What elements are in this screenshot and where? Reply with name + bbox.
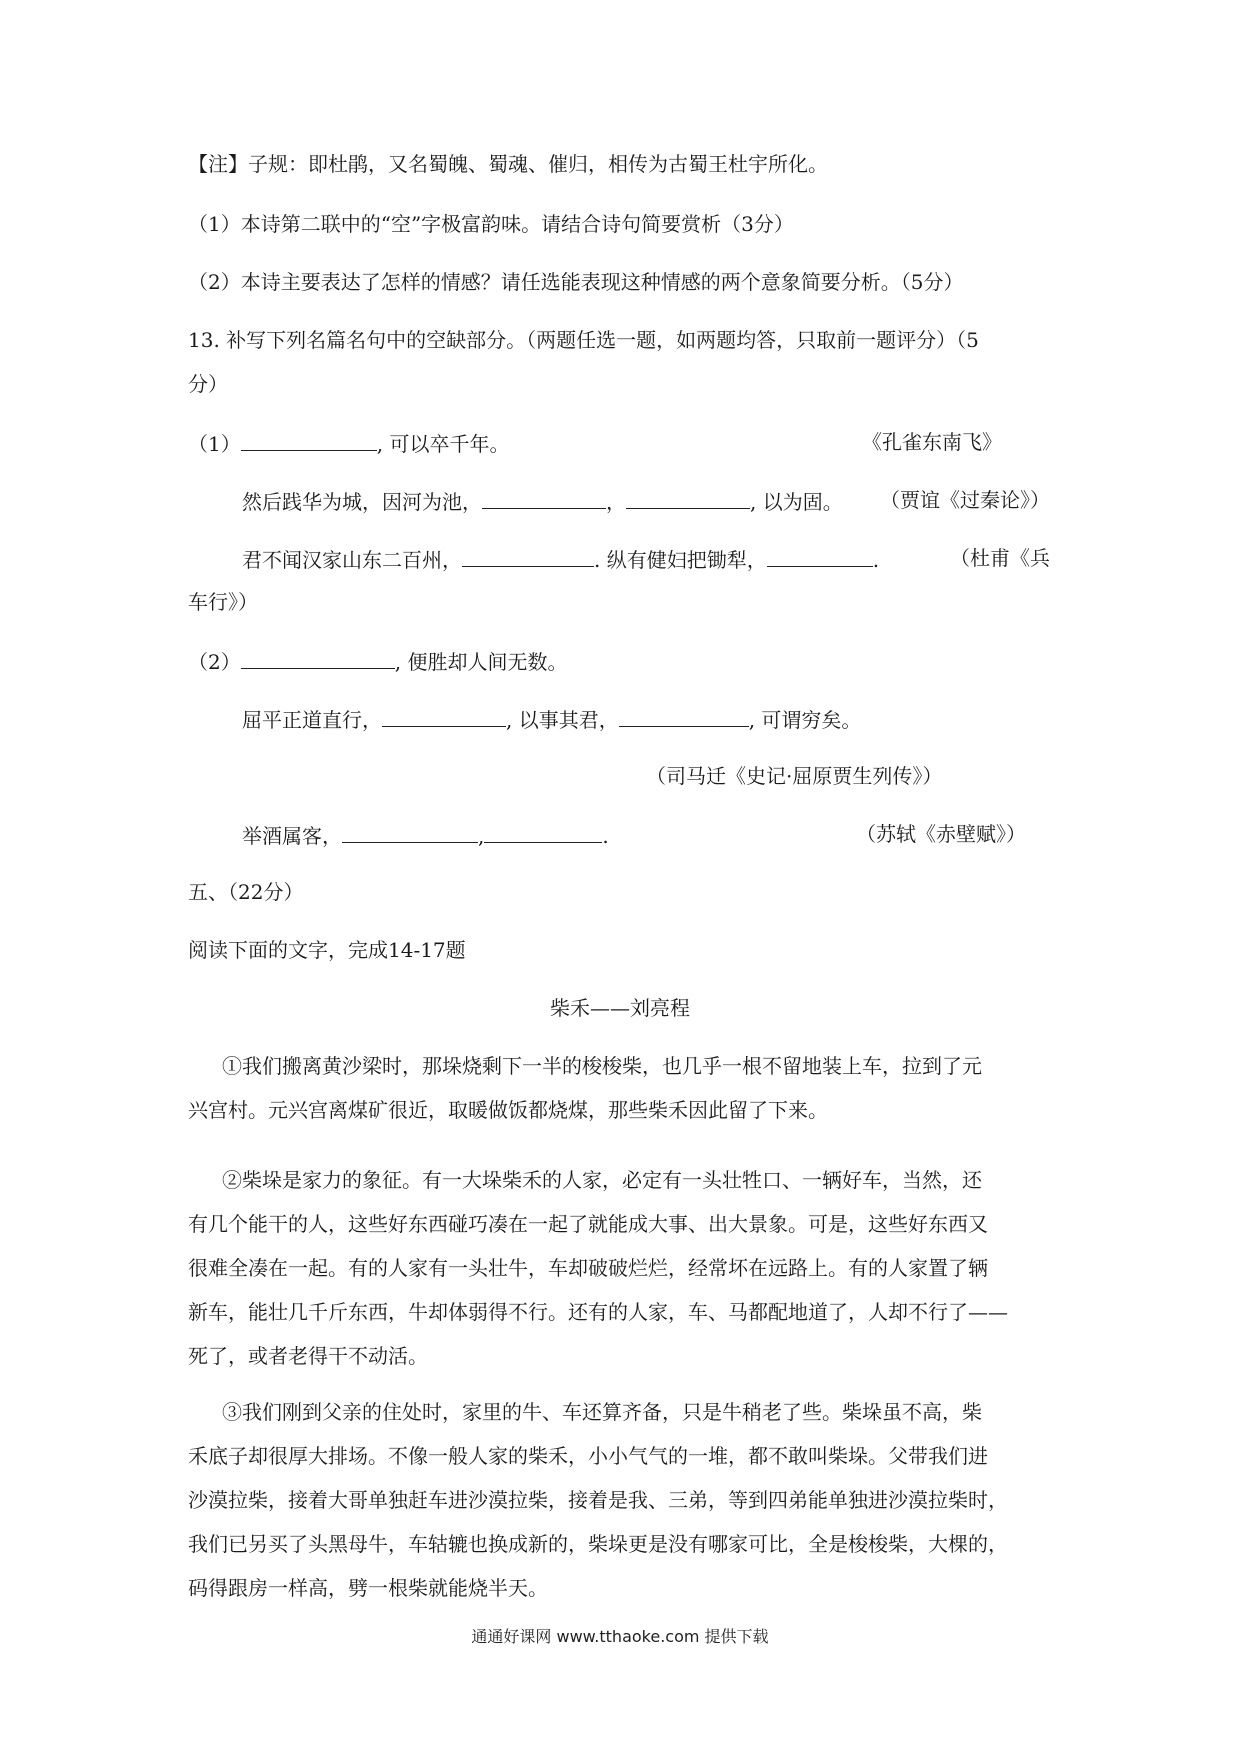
fill-blank[interactable] [767, 544, 873, 567]
source-bingche-2: 车行》） [188, 590, 258, 614]
question-13-stem: 13. 补写下列名篇名句中的空缺部分。（两题任选一题，如两题均答，只取前一题评分）（5 [188, 328, 979, 352]
q13-1-line-c [242, 544, 879, 574]
article-title: 柴禾——刘亮程 [550, 996, 690, 1020]
q13-1-c-tail: . [872, 548, 880, 572]
fill-blank[interactable] [382, 704, 506, 727]
q13-2-c-text: 举酒属客， [242, 824, 342, 848]
q13-1-line-b [242, 486, 843, 516]
q13-1-a-text: , 可以卒千年。 [376, 432, 510, 456]
q13-2-b-tail: , 可谓穷矣。 [748, 708, 862, 732]
q13-1-c-text: 君不闻汉家山东二百州， [242, 548, 462, 572]
fill-blank[interactable] [482, 486, 606, 509]
section-heading: 五、（22分） [188, 880, 304, 904]
reading-instruction: 阅读下面的文字，完成14-17题 [188, 938, 466, 962]
q13-2-b-mid: , 以事其君， [506, 708, 619, 732]
q13-2-label: （2） [188, 650, 241, 674]
q13-2-line-c [242, 820, 609, 850]
fill-blank[interactable] [462, 544, 594, 567]
q13-2-c-mid: , [478, 824, 485, 848]
fill-blank[interactable] [626, 486, 750, 509]
paragraph-2-line: 新车，能壮几千斤东西，牛却体弱得不行。还有的人家，车、马都配地道了，人却不行了—— [188, 1300, 1008, 1324]
q13-1-b-text: 然后践华为城，因河为池， [242, 490, 482, 514]
question-12-1: （1）本诗第二联中的“空”字极富韵味。请结合诗句简要赏析（3分） [188, 212, 794, 236]
source-guoqin: （贾谊《过秦论》） [880, 488, 1050, 512]
q13-1-c-mid: . 纵有健妇把锄犁， [594, 548, 767, 572]
fill-blank[interactable] [241, 646, 395, 669]
q13-1-b-tail: , 以为固。 [750, 490, 843, 514]
paragraph-1-line: ①我们搬离黄沙梁时，那垛烧剩下一半的梭梭柴，也几乎一根不留地装上车，拉到了元 [222, 1054, 982, 1078]
paragraph-2-line: ②柴垛是家力的象征。有一大垛柴禾的人家，必定有一头壮牲口、一辆好车，当然，还 [222, 1168, 982, 1192]
fill-blank[interactable] [484, 820, 602, 843]
q13-2-a-text: , 便胜却人间无数。 [394, 650, 568, 674]
source-bingche-1: （杜甫《兵 [950, 546, 1050, 570]
paragraph-2-line: 很难全凑在一起。有的人家有一头壮牛，车却破破烂烂，经常坏在远路上。有的人家置了辆 [188, 1256, 988, 1280]
paragraph-3-line: ③我们刚到父亲的住处时，家里的牛、车还算齐备，只是牛稍老了些。柴垛虽不高，柴 [222, 1400, 982, 1424]
source-chibi: （苏轼《赤壁赋》） [856, 822, 1026, 846]
source-kongque: 《孔雀东南飞》 [862, 430, 1002, 454]
q13-1-b-sep: ， [606, 490, 626, 514]
note-text: 【注】子规：即杜鹃，又名蜀魄、蜀魂、催归，相传为古蜀王杜宇所化。 [188, 152, 828, 176]
paragraph-3-line: 沙漠拉柴，接着大哥单独赶车进沙漠拉柴，接着是我、三弟，等到四弟能单独进沙漠拉柴时， [188, 1488, 1008, 1512]
paragraph-2-line: 死了，或者老得干不动活。 [188, 1344, 428, 1368]
q13-2-c-tail: . [602, 824, 609, 848]
fill-blank[interactable] [342, 820, 478, 843]
paragraph-2-line: 有几个能干的人，这些好东西碰巧凑在一起了就能成大事、出大景象。可是，这些好东西又 [188, 1212, 988, 1236]
q13-2-line-a [188, 646, 567, 676]
paragraph-3-line: 码得跟房一样高，劈一根柴就能烧半天。 [188, 1576, 548, 1600]
q13-2-b-text: 屈平正道直行， [242, 708, 382, 732]
page-footer: 通通好课网 www.tthaoke.com 提供下载 [471, 1627, 769, 1646]
paragraph-3-line: 我们已另买了头黑母牛，车轱辘也换成新的，柴垛更是没有哪家可比，全是梭梭柴，大棵的， [188, 1532, 1008, 1556]
question-12-2: （2）本诗主要表达了怎样的情感？请任选能表现这种情感的两个意象简要分析。（5分） [188, 270, 964, 294]
fill-blank[interactable] [241, 428, 377, 451]
question-13-stem-cont: 分） [188, 372, 228, 396]
q13-1-line-a [188, 428, 509, 458]
fill-blank[interactable] [619, 704, 749, 727]
q13-2-line-b [242, 704, 861, 734]
paragraph-1-line: 兴宫村。元兴宫离煤矿很近，取暖做饭都烧煤，那些柴禾因此留了下来。 [188, 1098, 828, 1122]
paragraph-3-line: 禾底子却很厚大排场。不像一般人家的柴禾，小小气气的一堆，都不敢叫柴垛。父带我们进 [188, 1444, 988, 1468]
source-shiji: （司马迁《史记·屈原贾生列传》） [646, 764, 943, 788]
q13-1-label: （1） [188, 432, 241, 456]
